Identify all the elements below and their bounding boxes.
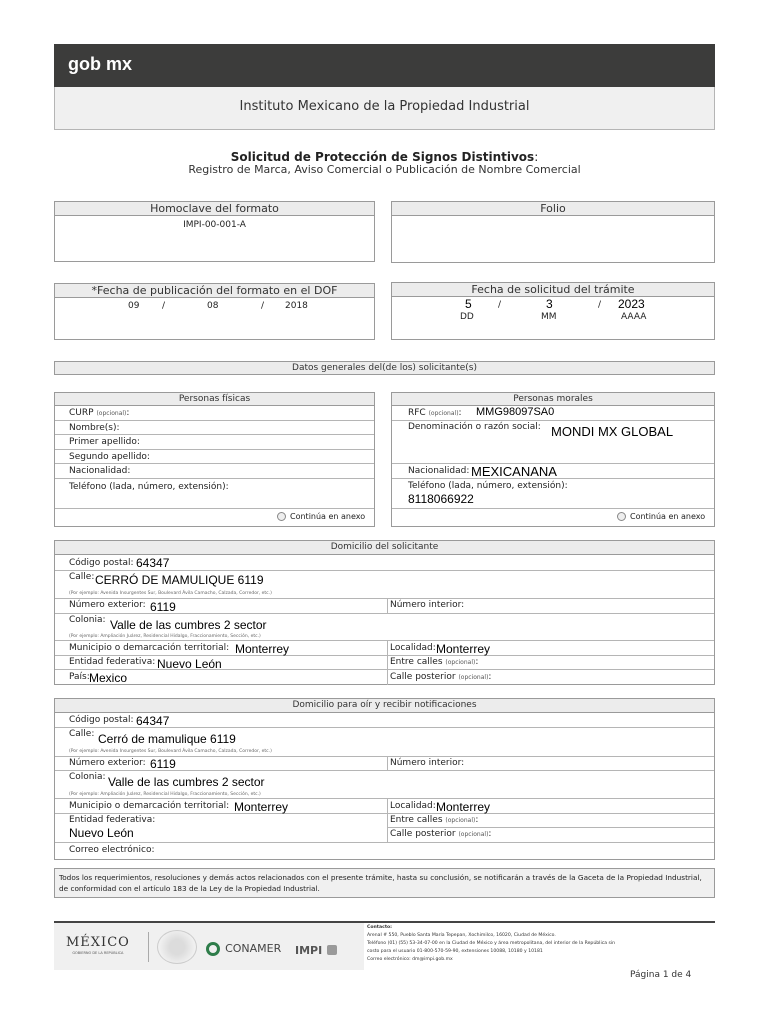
page-number: Página 1 de 4: [630, 970, 692, 980]
notif-entre-calles-label: Entre calles (opcional):: [390, 815, 479, 825]
gobierno-wordmark: GOBIERNO DE LA REPÚBLICA: [72, 951, 124, 955]
entidad-value[interactable]: Nuevo León: [157, 657, 222, 671]
conamer-logo: [206, 938, 281, 957]
morales-header: Personas morales: [391, 392, 715, 406]
divider: [148, 932, 149, 962]
cp-label: Código postal:: [69, 558, 134, 568]
continua-anexo-morales[interactable]: Continúa en anexo: [617, 512, 705, 521]
notif-calle-label: Calle:: [69, 729, 95, 739]
pais-label: País:: [69, 672, 90, 682]
homoclave-value: IMPI-00-001-A: [183, 220, 246, 230]
notif-colonia-label: Colonia:: [69, 772, 106, 782]
entidad-label: Entidad federativa:: [69, 657, 156, 667]
colonia-value[interactable]: Valle de las cumbres 2 sector: [110, 618, 267, 632]
notif-entidad-value[interactable]: Nuevo León: [69, 826, 134, 840]
dof-day: 09: [128, 301, 140, 311]
solicitud-month[interactable]: 3: [546, 297, 553, 311]
solicitud-day[interactable]: 5: [465, 297, 472, 311]
notif-municipio-label: Municipio o demarcación territorial:: [69, 801, 230, 811]
mexico-wordmark: MÉXICO: [66, 935, 130, 950]
contact-phone: Teléfono (01) (55) 53-34-07-00 en la Ciudad de México y área metropolitana, del interior de la República sin: [367, 941, 616, 946]
notif-cp-value[interactable]: 64347: [136, 714, 170, 728]
mexico-logo: [66, 935, 130, 955]
notif-calle-value[interactable]: Cerró de mamulique 6119: [98, 732, 236, 746]
curp-label: CURP (opcional):: [69, 408, 130, 418]
num-ext-label: Número exterior:: [69, 600, 146, 610]
num-ext-value[interactable]: 6119: [150, 600, 176, 614]
nacionalidad-moral-label: Nacionalidad:: [408, 466, 470, 476]
localidad-value[interactable]: Monterrey: [436, 642, 491, 656]
aaaa-caption: AAAA: [621, 312, 647, 322]
nacionalidad-moral-value[interactable]: MEXICANANA: [471, 464, 557, 479]
contact-email: Correo electrónico: dm@impi.gob.mx: [367, 957, 453, 962]
primer-apellido-label: Primer apellido:: [69, 437, 140, 447]
correo-label: Correo electrónico:: [69, 845, 155, 855]
form-title: [54, 150, 715, 164]
solicitud-sep-1: /: [498, 300, 502, 310]
municipio-value[interactable]: Monterrey: [235, 642, 290, 656]
institute-bar: [54, 87, 715, 130]
municipio-label: Municipio o demarcación territorial:: [69, 643, 230, 653]
notif-num-ext-value[interactable]: 6119: [150, 757, 176, 771]
notif-localidad-value[interactable]: Monterrey: [436, 800, 491, 814]
dof-date-header: *Fecha de publicación del formato en el DOF: [54, 283, 375, 298]
form-title-colon: :: [534, 150, 539, 164]
homoclave-header: Homoclave del formato: [54, 201, 375, 216]
gob-mx-banner: [54, 44, 715, 87]
nombres-label: Nombre(s):: [69, 423, 120, 433]
pais-value[interactable]: Mexico: [89, 671, 128, 685]
rfc-value[interactable]: MMG98097SA0: [476, 406, 555, 418]
contact-address: Arenal # 550, Pueblo Santa María Tepepan, Xochimilco, 16020, Ciudad de México.: [367, 933, 556, 938]
conamer-icon: [206, 942, 220, 956]
solicitud-date-header: Fecha de solicitud del trámite: [391, 282, 715, 297]
dd-caption: DD: [460, 312, 474, 322]
notif-entidad-label: Entidad federativa:: [69, 815, 156, 825]
notif-calle-hint: (Por ejemplo: Avenida Insurgentes Sur, Boulevard Ávila Camacho, Calzada, Corredor, etc.): [69, 749, 272, 754]
contact-block: [367, 924, 615, 964]
nacionalidad-fisica-label: Nacionalidad:: [69, 466, 131, 476]
impi-wordmark: IMPI: [295, 944, 323, 957]
num-int-label: Número interior:: [390, 600, 465, 610]
solicitud-year[interactable]: 2023: [618, 297, 645, 311]
dof-sep-1: /: [162, 301, 166, 311]
telefono-moral-label: Teléfono (lada, número, extensión):: [408, 481, 568, 491]
notif-num-ext-label: Número exterior:: [69, 758, 146, 768]
cp-value[interactable]: 64347: [136, 556, 170, 570]
form-subtitle: Registro de Marca, Aviso Comercial o Publicación de Nombre Comercial: [188, 163, 581, 176]
dof-sep-2: /: [261, 301, 265, 311]
notificaciones-header: Domicilio para oír y recibir notificaciones: [54, 698, 715, 713]
denominacion-value[interactable]: MONDI MX GLOBAL: [551, 424, 674, 439]
contact-title: Contacto:: [367, 925, 393, 930]
calle-label: Calle:: [69, 572, 95, 582]
form-title-main: Solicitud de Protección de Signos Distintivos: [230, 150, 535, 164]
notice-text: Todos los requerimientos, resoluciones y demás actos relacionados con el presente trámite, hasta su conclusión, se notificarán a través de la Gaceta de la Propiedad Industrial, de conformidad con el artículo 183 de la Ley de la Propiedad Industrial.: [59, 873, 702, 893]
notif-calle-posterior-label: Calle posterior (opcional):: [390, 829, 492, 839]
datos-generales-header: Datos generales del(de los) solicitante(s): [54, 361, 715, 375]
telefono-fisica-label: Teléfono (lada, número, extensión):: [69, 482, 229, 492]
dof-month: 08: [207, 301, 219, 311]
notif-colonia-value[interactable]: Valle de las cumbres 2 sector: [108, 775, 265, 789]
solicitud-sep-2: /: [598, 300, 602, 310]
fisicas-header: Personas físicas: [54, 392, 375, 406]
notif-cp-label: Código postal:: [69, 715, 134, 725]
notif-colonia-hint: (Por ejemplo: Ampliación Juárez, Residencial Hidalgo, Fraccionamiento, Sección, etc.): [69, 792, 261, 797]
notif-num-int-label: Número interior:: [390, 758, 465, 768]
calle-posterior-label: Calle posterior (opcional):: [390, 672, 492, 682]
anexo-radio-icon[interactable]: [617, 512, 626, 521]
telefono-moral-value[interactable]: 8118066922: [408, 492, 474, 506]
folio-header: Folio: [391, 201, 715, 216]
conamer-wordmark: CONAMER: [225, 942, 282, 955]
notif-localidad-label: Localidad:: [390, 801, 436, 811]
denominacion-label: Denominación o razón social:: [408, 422, 541, 432]
anexo-radio-icon[interactable]: [277, 512, 286, 521]
localidad-label: Localidad:: [390, 643, 436, 653]
dof-year: 2018: [285, 301, 308, 311]
colonia-hint: (Por ejemplo: Ampliación Juárez, Residencial Hidalgo, Fraccionamiento, Sección, etc.): [69, 634, 261, 639]
domicilio-header: Domicilio del solicitante: [54, 540, 715, 555]
rfc-label: RFC (opcional):: [408, 408, 462, 418]
segundo-apellido-label: Segundo apellido:: [69, 452, 150, 462]
gob-mx-logo: gob mx: [68, 54, 133, 74]
impi-mark-icon: [327, 945, 337, 955]
impi-logo: [295, 939, 337, 958]
colonia-label: Colonia:: [69, 615, 106, 625]
continua-anexo-fisicas[interactable]: Continúa en anexo: [277, 512, 365, 521]
entre-calles-label: Entre calles (opcional):: [390, 657, 479, 667]
folio-field[interactable]: [391, 215, 715, 263]
eagle-seal-icon: [157, 930, 197, 964]
contact-phone-2: costo para el usuario 01-800-570-59-90, extensiones 10088, 10180 y 10181: [367, 949, 543, 954]
institute-name: Instituto Mexicano de la Propiedad Industrial: [239, 99, 530, 114]
mm-caption: MM: [541, 312, 557, 322]
calle-hint: (Por ejemplo: Avenida Insurgentes Sur, Boulevard Ávila Camacho, Calzada, Corredor, etc.): [69, 591, 272, 596]
notif-municipio-value[interactable]: Monterrey: [234, 800, 289, 814]
calle-value[interactable]: CERRÓ DE MAMULIQUE 6119: [95, 573, 264, 587]
